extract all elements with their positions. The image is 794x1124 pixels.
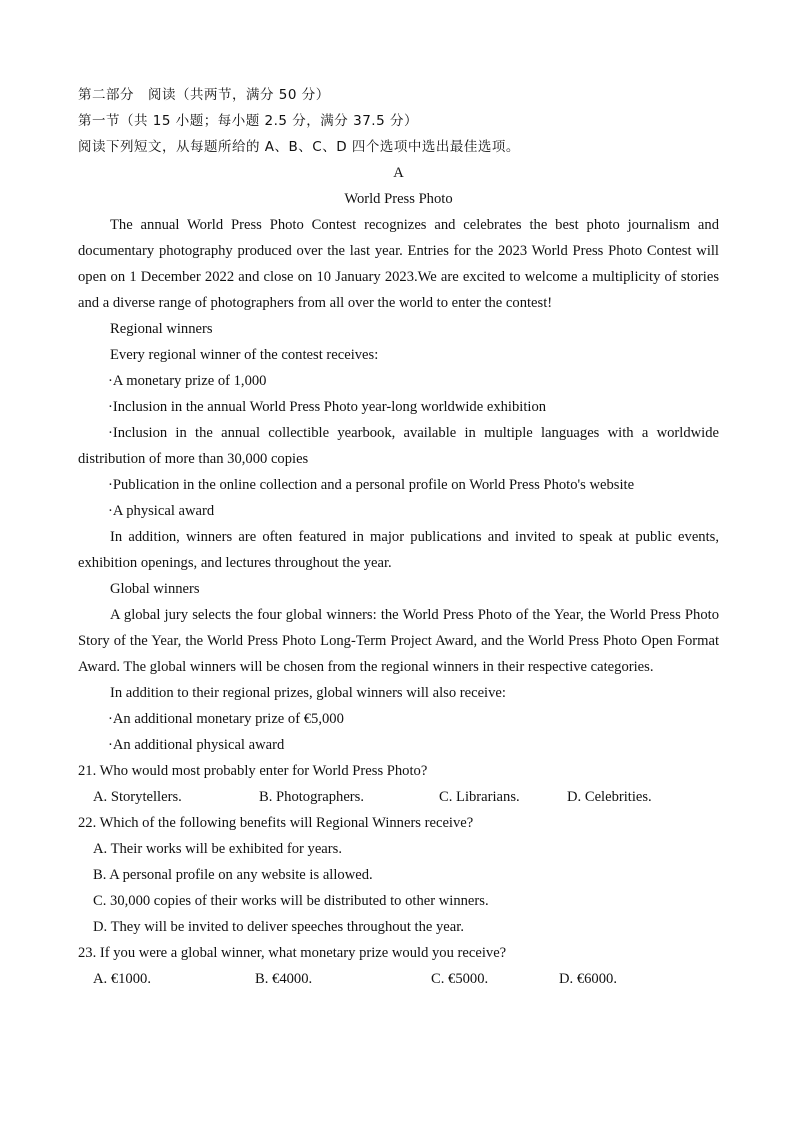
regional-lead: Every regional winner of the contest receives: <box>110 347 379 363</box>
question-stem: 23. If you were a global winner, what monetary prize would you receive? <box>78 945 507 961</box>
option-row <box>78 784 719 810</box>
instruction: 阅读下列短文，从每题所给的 A、B、C、D 四个选项中选出最佳选项。 <box>78 139 520 155</box>
option-d[interactable]: D. €6000. <box>559 971 617 987</box>
part-heading: 第二部分 阅读（共两节，满分 50 分） <box>78 87 330 103</box>
passage-letter: A <box>393 165 404 181</box>
regional-item: ·Publication in the online collection and a personal profile on World Press Photo's website <box>108 477 635 493</box>
exam-page <box>78 82 719 992</box>
option-d[interactable]: D. They will be invited to deliver speeches throughout the year. <box>93 919 464 935</box>
option-d[interactable]: D. Celebrities. <box>567 789 652 805</box>
regional-item: ·A monetary prize of 1,000 <box>108 373 267 389</box>
option-c[interactable]: C. 30,000 copies of their works will be distributed to other winners. <box>93 893 489 909</box>
global-item: ·An additional physical award <box>108 737 285 753</box>
question-stem: 22. Which of the following benefits will Regional Winners receive? <box>78 815 474 831</box>
regional-item: ·A physical award <box>108 503 215 519</box>
global-item: ·An additional monetary prize of €5,000 <box>108 711 344 727</box>
option-c[interactable]: C. €5000. <box>431 971 489 987</box>
option-a[interactable]: A. Their works will be exhibited for years. <box>93 841 342 857</box>
option-row <box>78 966 719 992</box>
option-c[interactable]: C. Librarians. <box>439 789 520 805</box>
intro-paragraph: The annual World Press Photo Contest recognizes and celebrates the best photo journalism and documentary photography produced over the last year. Entries for the 2023 World Press Photo Contest will open on 1 December 2022 and close on 10 January 2023.We are excited to welcome a multiplicity of stories and a diverse range of photographers from all over the world to enter the contest! <box>78 217 719 311</box>
regional-heading: Regional winners <box>110 321 213 337</box>
option-a[interactable]: A. €1000. <box>93 971 151 987</box>
option-a[interactable]: A. Storytellers. <box>93 789 182 805</box>
regional-item: ·Inclusion in the annual collectible yearbook, available in multiple languages with a worldwide distribution of more than 30,000 copies <box>78 425 719 467</box>
option-b[interactable]: B. A personal profile on any website is allowed. <box>93 867 373 883</box>
global-lead: In addition to their regional prizes, global winners will also receive: <box>110 685 506 701</box>
regional-note: In addition, winners are often featured in major publications and invited to speak at public events, exhibition openings, and lectures throughout the year. <box>78 529 719 571</box>
option-b[interactable]: B. Photographers. <box>259 789 364 805</box>
global-heading: Global winners <box>110 581 200 597</box>
option-b[interactable]: B. €4000. <box>255 971 313 987</box>
global-paragraph: A global jury selects the four global winners: the World Press Photo of the Year, the World Press Photo Story of the Year, the World Press Photo Long-Term Project Award, and the World Press Photo Open Format Award. The global winners will be chosen from the regional winners in their respective categories. <box>78 607 719 675</box>
regional-item: ·Inclusion in the annual World Press Photo year-long worldwide exhibition <box>108 399 547 415</box>
section-heading: 第一节（共 15 小题；每小题 2.5 分，满分 37.5 分） <box>78 113 418 129</box>
question-stem: 21. Who would most probably enter for World Press Photo? <box>78 763 428 779</box>
passage-title: World Press Photo <box>344 191 453 207</box>
